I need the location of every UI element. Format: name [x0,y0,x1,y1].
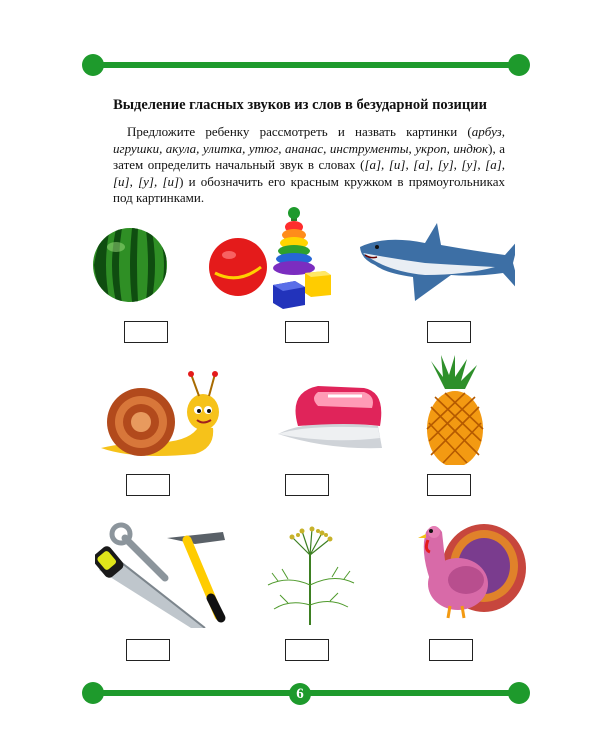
picture-cell-toys [205,205,365,345]
answer-box[interactable] [285,474,329,496]
tools-icon [95,518,255,628]
para-middle: ), а затем определить начальный звук в словах ( [113,140,505,172]
para-sounds: [а], [и], [а], [у], [у], [а], [и], [у], [и] [113,157,506,189]
answer-box[interactable] [126,639,170,661]
answer-box[interactable] [124,321,168,343]
pineapple-icon [405,355,565,465]
turkey-icon [400,510,560,620]
answer-box[interactable] [126,474,170,496]
answer-box[interactable] [427,474,471,496]
picture-cell-pineapple [405,355,565,495]
picture-cell-turkey [400,510,560,650]
picture-cell-dill [258,525,418,665]
toys-icon [205,205,365,315]
dill-icon [258,525,418,635]
answer-box[interactable] [285,639,329,661]
page-number: 6 [296,686,304,702]
para-words: арбуз, игрушки, акула, улитка, утюг, ананас, инструменты, укроп, индюк [113,124,505,156]
picture-cell-tools [95,518,255,658]
para-tail: ) и обозначить его красным кружком в прямоугольниках под картинками. [113,173,505,205]
picture-cell-shark [355,215,515,355]
answer-box[interactable] [285,321,329,343]
picture-cell-iron [268,378,428,518]
top-left-dot [82,54,104,76]
para-lead: Предложите ребенку рассмотреть и назвать картинки ( [127,124,472,139]
page-title: Выделение гласных звуков из слов в безударной позиции [113,97,487,113]
instruction-paragraph [113,124,505,207]
picture-cell-snail [95,368,255,508]
shark-icon [355,215,515,325]
answer-box[interactable] [429,639,473,661]
snail-icon [95,368,255,478]
answer-box[interactable] [427,321,471,343]
top-right-dot [508,54,530,76]
top-rule [90,62,520,68]
iron-icon [268,378,428,488]
